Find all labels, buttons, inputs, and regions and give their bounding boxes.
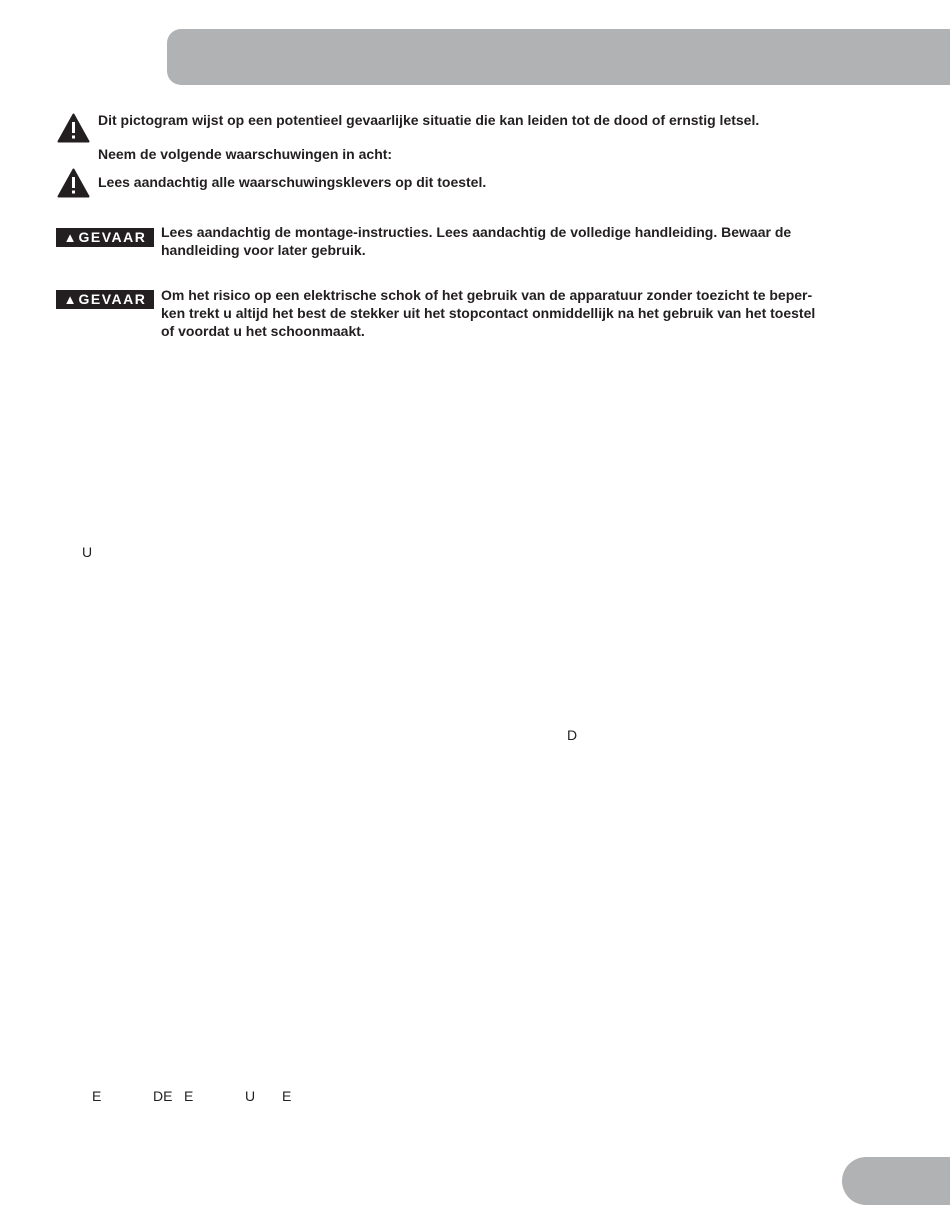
header-bar bbox=[167, 29, 950, 85]
danger-paragraph-1 bbox=[161, 223, 896, 259]
text-fragment: E bbox=[92, 1088, 102, 1104]
text-fragment: E bbox=[282, 1088, 292, 1104]
text-fragment: D bbox=[567, 727, 578, 743]
warning-triangle-icon bbox=[57, 168, 90, 198]
page-number-tab bbox=[842, 1157, 950, 1205]
danger-paragraph-2 bbox=[161, 286, 896, 340]
danger-2-line: ken trekt u altijd het best de stekker uit het stopcontact onmiddellijk na het gebruik van het toestel bbox=[161, 305, 816, 321]
text-fragment: U bbox=[245, 1088, 256, 1104]
gevaar-label: GEVAAR bbox=[78, 229, 147, 245]
danger-1-line: Lees aandachtig de montage-instructies. Lees aandachtig de volledige handleiding. Bewaar de bbox=[161, 224, 792, 240]
text-fragment: U bbox=[82, 544, 93, 560]
danger-1-line: handleiding voor later gebruik. bbox=[161, 242, 366, 258]
pictogram-explanation: Dit pictogram wijst op een potentieel gevaarlijke situatie die kan leiden tot de dood of ernstig letsel. bbox=[98, 112, 760, 128]
read-stickers-text: Lees aandachtig alle waarschuwingsklevers op dit toestel. bbox=[98, 174, 487, 190]
text-fragment: E bbox=[184, 1088, 194, 1104]
danger-2-line: Om het risico op een elektrische schok of het gebruik van de apparatuur zonder toezicht te beper- bbox=[161, 287, 813, 303]
alert-triangle-icon: ▲ bbox=[63, 292, 77, 307]
alert-triangle-icon: ▲ bbox=[63, 230, 77, 245]
observe-warnings-text: Neem de volgende waarschuwingen in acht: bbox=[98, 146, 393, 162]
text-fragment: DE bbox=[153, 1088, 173, 1104]
gevaar-badge bbox=[56, 290, 154, 309]
gevaar-badge bbox=[56, 228, 154, 247]
danger-2-line: of voordat u het schoonmaakt. bbox=[161, 323, 365, 339]
warning-triangle-icon bbox=[57, 113, 90, 143]
gevaar-label: GEVAAR bbox=[78, 291, 147, 307]
